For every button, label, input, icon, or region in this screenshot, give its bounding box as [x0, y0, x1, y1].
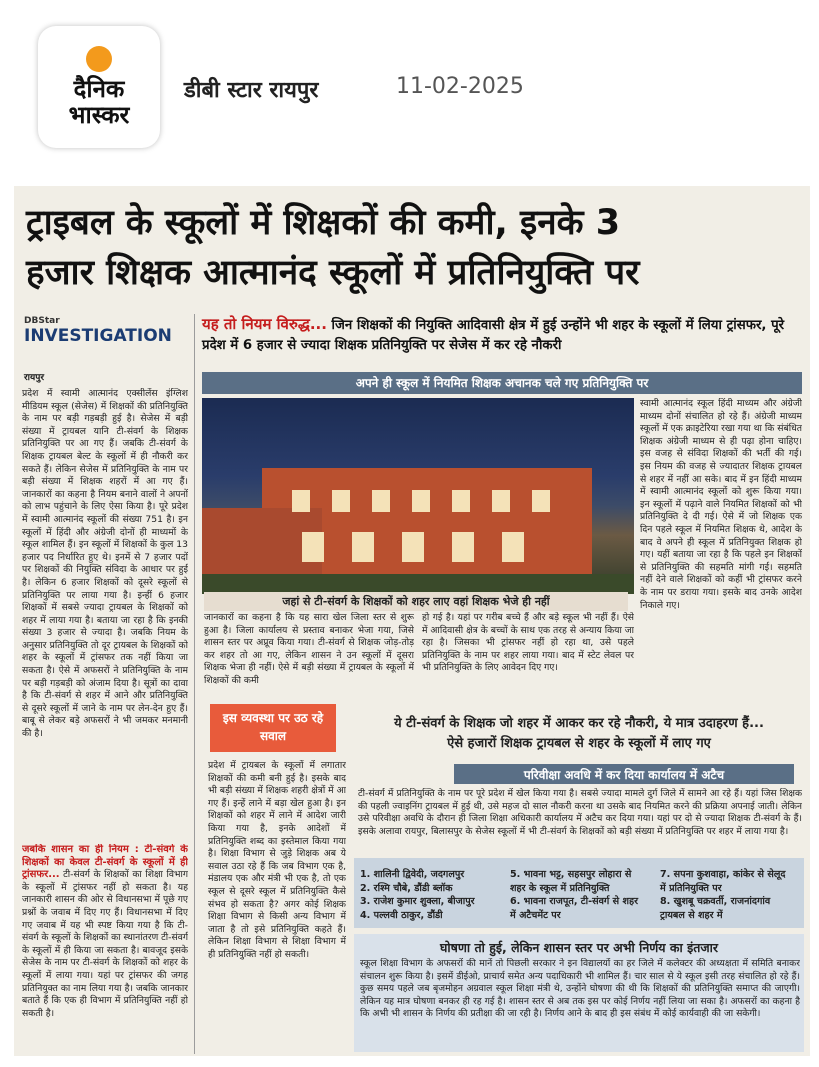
window: [502, 532, 524, 562]
col-right-text: स्वामी आत्मानंद स्कूल हिंदी माध्यम और अंग्रेजी माध्यम दोनों संचालित हो रहे हैं। अंग्रेजी माध्यम स्कूलों में एक क्राइटेरिया रखा गया था कि संबंधित शिक्षक अंग्रेजी माध्यम से ही पढ़ा होना चाहिए। इस वजह से संविदा शिक्षकों की भर्ती की गई। इस नियम की वजह से ज्यादातर शिक्षक ट्रायबल से शहर में नहीं आ सके। बाद में इन हिंदी माध्यम में स्वामी आत्मानंद स्कूलों को शुरू किया गया। इन स्कूलों में पढ़ाने वाले नियमित शिक्षकों को भी प्रतिनियुक्ति दे दी गई। ऐसे में जो शिक्षक एक दिन पहले स्कूल में नियमित शिक्षक थे, आदेश के बाद वे अपने ही स्कूल में प्रतिनियुक्त शिक्षक हो गए। यहीं बताया जा रहा है कि पहले इन शिक्षकों से प्रतिनियुक्ति की सहमति मांगी गई। सहमति नहीं देने वाले शिक्षकों को कहीं भी ट्रांसफर करने के नाम पर डराया गया। इसके बाद उनके आदेश निकाले गए।: [640, 398, 802, 611]
window: [412, 490, 430, 512]
red-highlight-box: इस व्यवस्था पर उठ रहे सवाल: [210, 704, 336, 752]
col1-paragraph2: टी-संवर्ग के शिक्षकों का शिक्षा विभाग के स्कूलों में ट्रांसफर नहीं हो सकता है। यह जानकारी शासन की ओर से विधानसभा में पूछे गए प्रश्नों के जवाब में दिए गए हैं। विधानसभा में दिए गए जवाब में यह भी स्पष्ट किया गया है कि टी-संवर्ग के स्कूलों के शिक्षकों का स्थानांतरण टी-संवर्ग के स्कूलों में ही किया जा सकता है। बावजूद इसके सेजेस के नाम पर टी-संवर्ग के शिक्षकों को शहर के स्कूलों में लाया गया। यहां पर ट्रांसफर की जगह प्रतिनियुक्त का नाम लिया गया है। जबकि जानकार बताते हैं कि एक ही विभाग में प्रतिनियुक्ति नहीं हो सकती है।: [22, 869, 188, 1019]
kicker-text: जिन शिक्षकों की नियुक्ति आदिवासी क्षेत्र में हुई उन्होंने भी शहर के स्कूलों में लिया ट्रांसफर, पूरे प्रदेश में 6 हजार से ज्यादा शिक्षक प्रतिनियुक्ति पर सेजेस में कर रहे नौकरी: [202, 318, 785, 353]
column-right-top: [640, 398, 802, 690]
school-photo: [202, 398, 634, 594]
headline: [26, 198, 806, 298]
name-item: 6. भावना राजपूत, टी-संवर्ग से शहर: [510, 896, 639, 908]
name-item: 1. शालिनी द्विवेदी, जदगलपुर: [360, 869, 465, 880]
announcement-heading: घोषणा तो हुई, लेकिन शासन स्तर पर अभी निर्णय का इंतजार: [440, 940, 718, 955]
sub-headline-line1: ये टी-संवर्ग के शिक्षक जो शहर में आकर कर रहे नौकरी, ये मात्र उदाहरण हैं...: [394, 716, 764, 731]
names-list-3: [660, 868, 806, 922]
edition-date: 11-02-2025: [396, 74, 524, 99]
tag-small: DBStar: [24, 316, 60, 326]
tag-big: INVESTIGATION: [24, 326, 172, 346]
sub-headline: [354, 714, 804, 754]
name-item: 2. रश्मि चौबे, डौंडी ब्लॉक: [360, 882, 453, 894]
name-item: 5. भावना भट्ट, सहसपुर लोहारा से: [510, 869, 632, 880]
window: [402, 532, 424, 562]
column-left-bottom: [22, 844, 188, 1052]
window: [452, 490, 470, 512]
announcement-text: [360, 958, 800, 1050]
name-item: ट्रायबल से शहर में: [660, 909, 723, 921]
section-band-1: अपने ही स्कूल में नियमित शिक्षक अचानक चले गए प्रतिनियुक्ति पर: [202, 372, 802, 394]
col-mid-c-text: प्रदेश में ट्रायबल के स्कूलों में लगातार शिक्षकों की कमी बनी हुई है। इसके बाद भी बड़ी संख्या में शिक्षक शहरी क्षेत्रों में आ गए हैं। इन्हें लाने में बड़ा खेल हुआ है। इन शिक्षकों को शहर में लाने में आदेश जारी किया गया है, इनके आदेशों में प्रतिनियुक्ति शब्द का इस्तेमाल किया गया है। शिक्षा विभाग से जुड़े शिक्षक अब ये सवाल उठा रहे हैं कि जब विभाग एक है, मंडालय एक और मंत्री भी एक है, तो एक स्कूल से दूसरे स्कूल में प्रतिनियुक्ति कैसे संभव हो सकता है? अगर कोई शिक्षक शिक्षा विभाग से किसी अन्य विभाग में जाता है तो इसे प्रतिनियुक्ति कहते हैं। लेकिन शिक्षा विभाग से शिक्षा विभाग में ही प्रतिनियुक्ति नहीं हो सकती।: [208, 760, 346, 960]
edition-title: डीबी स्टार रायपुर: [184, 78, 319, 103]
dainik-bhaskar-logo[interactable]: [38, 26, 160, 148]
name-item: 7. सपना कुशवाहा, कांकेर से सेलूद: [660, 869, 786, 880]
name-item: 3. राजेश कुमार शुक्ला, बीजापुर: [360, 896, 475, 908]
photo-caption: जहां से टी-संवर्ग के शिक्षकों को शहर लाए वहां शिक्षक भेजे ही नहीं: [204, 592, 628, 611]
window: [332, 490, 350, 512]
newspaper-clipping: [14, 186, 810, 1056]
sun-logo-icon: [86, 46, 112, 72]
kicker-red: यह तो नियम विरुद्ध...: [202, 315, 327, 333]
window: [492, 490, 510, 512]
window: [292, 490, 310, 512]
name-item: 8. खुशबू चक्रवर्ती, राजनांदगांव: [660, 896, 771, 908]
investigation-tag: [24, 316, 172, 346]
name-item: 4. पल्लवी ठाकुर, डौंडी: [360, 909, 443, 921]
lawn-shape: [202, 574, 634, 594]
dateline: रायपुर: [24, 373, 45, 383]
col-mid-b-text: हो गई है। यहां पर गरीब बच्चे हैं और बड़े स्कूल भी नहीं हैं। ऐसे में आदिवासी क्षेत्र के बच्चों के साथ एक तरह से अन्याय किया जा रहा है। जिसका भी ट्रांसफर नहीं हो रहा था, उसे पहले प्रतिनियुक्ति के नाम पर शहर लाया गया। बाद में स्टेट लेवल पर भी प्रतिनियुक्ति के लिए आवेदन दिए गए।: [422, 612, 634, 674]
window: [372, 490, 390, 512]
col1-paragraph1: प्रदेश में स्वामी आत्मानंद एक्सीलेंस इंग्लिश मीडियम स्कूल (सेजेस) में शिक्षकों की प्रतिनियुक्ति के नाम पर बड़ी गड़बड़ी हुई है। सेजेस में बड़ी संख्या में ट्रायबल यानि टी-संवर्ग के शिक्षक प्रतिनियुक्ति पर आ गए हैं। जबकि टी-संवर्ग के शिक्षक ट्रायबल बेल्ट के स्कूलों में ही नौकरी कर सकते हैं। लेकिन सेजेस में प्रतिनियुक्ति के नाम पर बड़ी संख्या में शिक्षक शहरों में आ गए हैं। जानकारों का कहना है नियम बनाने वालों ने अपनों को लाभ पहुंचाने के लिए ऐसा किया है। पूरे प्रदेश में स्वामी आत्मानंद स्कूलों की संख्या 751 है। इन स्कूलों में हिंदी और अंग्रेजी दोनों ही माध्यमों के स्कूल शामिल हैं। इन स्कूलों में शिक्षकों के कुल 13 हजार पद निर्धारित हुए थे। इनमें से 7 हजार पदों पर शिक्षकों की नियुक्ति संविदा के आधार पर हुई है। लेकिन 6 हजार शिक्षकों को दूसरे स्कूलों से प्रतिनियुक्ति पर लाया गया है। इन्हीं 6 हजार शिक्षकों में सबसे ज्यादा ट्रायबल के शिक्षकों को शहर में लाया गया है। बताया जा रहा है कि इनकी संख्या 3 हजार से ज्यादा है। जबकि नियम के अनुसार प्रतिनियुक्ति तो दूर ट्रायबल के शिक्षकों को शहर के स्कूलों में ट्रांसफर तक नहीं किया जा सकता है। ऐसे में अफसरों ने प्रतिनियुक्ति के नाम पर बड़ी गड़बड़ी को अंजाम दिया है। सूत्रों का दावा है कि टी-संवर्ग से शहर में आने और प्रतिनियुक्ति से दूसरे स्कूलों में जाने के नाम पर लेन-देन हुए हैं। बाबू से लेकर बड़े अफसरों ने भी जमकर मनमानी की है।: [22, 388, 188, 740]
column-mid-c: [208, 760, 346, 1052]
column-mid-b: [422, 612, 634, 696]
names-list-1: [360, 868, 510, 922]
column-divider: [194, 314, 195, 1054]
column-mid-a: [204, 612, 414, 696]
name-item: में अटैचमेंट पर: [510, 909, 561, 921]
name-item: शहर के स्कूल में प्रतिनियुक्ति: [510, 882, 610, 894]
column-left-top: [22, 388, 188, 844]
headline-line1: ट्राइबल के स्कूलों में शिक्षकों की कमी, इनके 3: [26, 203, 621, 243]
window: [452, 532, 474, 562]
sub-headline-line2: ऐसे हजारों शिक्षक ट्रायबल से शहर के स्कूलों में लाए गए: [447, 736, 711, 751]
logo-line2: भास्कर: [68, 101, 130, 129]
logo-line1: दैनिक: [73, 75, 125, 103]
section-band-2: परिवीक्षा अवधि में कर दिया कार्यालय में अटैच: [454, 764, 794, 784]
names-list-2: [510, 868, 660, 922]
window: [302, 532, 324, 562]
headline-line2: हजार शिक्षक आत्मानंद स्कूलों में प्रतिनियुक्ति पर: [26, 253, 640, 293]
col-mid-a-text: जानकारों का कहना है कि यह सारा खेल जिला स्तर से शुरू हुआ है। जिला कार्यालय से प्रस्ताव बनाकर भेजा गया, जिसे शासन स्तर पर अप्रूव किया गया। टी-संवर्ग से शिक्षक जोड़-तोड़ कर शहर तो आ गए, लेकिन शासन ने उन स्कूलों में दूसरा शिक्षक भेजा ही नहीं। ऐसे में बड़ी संख्या में ट्रायबल के स्कूलों में शिक्षकों की कमी: [204, 612, 414, 686]
col1-highlight: जबकि शासन का ही नियम : टी-संवर्ग के शिक्षकों का केवल टी-संवर्ग के स्कूलों में ही ट्रांसफर...: [22, 844, 188, 881]
probation-text: [358, 788, 802, 854]
name-item: में प्रतिनियुक्ति पर: [660, 882, 722, 894]
window: [352, 532, 374, 562]
kicker: [202, 314, 802, 356]
probation-paragraph: टी-संवर्ग में प्रतिनियुक्ति के नाम पर पूरे प्रदेश में खेल किया गया है। सबसे ज्यादा मामले दुर्ग जिले में सामने आ रहे हैं। यहां जिस शिक्षक की पहली ज्वाइनिंग ट्रायबल में हुई थी, उसे महज दो साल नौकरी करना था उसके बाद नियमित करने की प्रक्रिया अपनाई जाती। लेकिन उसे परिवीक्षा अवधि के दौरान ही जिला शिक्षा अधिकारी कार्यालय में अटैच कर दिया गया। यहां पर दो से ज्यादा शिक्षक टी-संवर्ग के हैं। इसके अलावा रायपुर, बिलासपुर के सेजेस स्कूलों में भी टी-संवर्ग के शिक्षकों को बड़ी संख्या में प्रतिनियुक्ति पर शहर में लाया गया है।: [358, 788, 802, 837]
announcement-paragraph: स्कूल शिक्षा विभाग के अफसरों की मानें तो पिछली सरकार ने इन विद्यालयों का हर जिले में कलेक्टर की अध्यक्षता में समिति बनाकर संचालन शुरू किया है। इसमें डीईओ, प्राचार्य समेत अन्य पदाधिकारी भी शामिल हैं। चार साल से ये स्कूल इसी तरह संचालित हो रहे हैं। कुछ समय पहले जब बृजमोहन अग्रवाल स्कूल शिक्षा मंत्री थे, उन्होंने घोषणा की थी कि शिक्षकों की प्रतिनियुक्ति समाप्त की जाएगी। लेकिन यह मात्र घोषणा बनकर ही रह गई है। शासन स्तर से अब तक इस पर कोई निर्णय नहीं लिया जा सका है। अफसरों का कहना है कि अभी भी शासन के निर्णय की प्रतीक्षा की जा रही है। निर्णय आने के बाद ही इस संबंध में कोई कार्यवाही की जा सकेगी।: [360, 958, 800, 1020]
window: [532, 490, 550, 512]
